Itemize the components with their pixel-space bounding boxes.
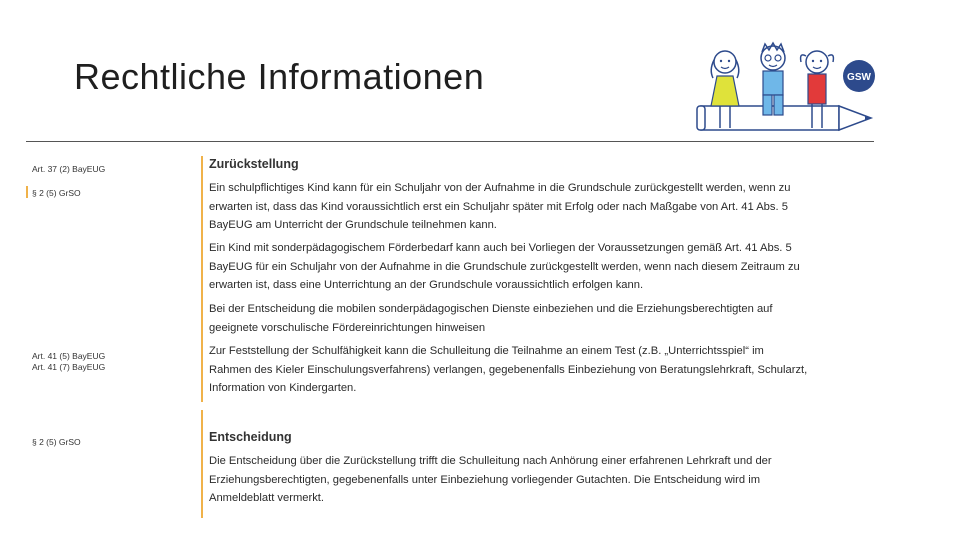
text-line: Ein schulpflichtiges Kind kann für ein Schuljahr von der Aufnahme in die Grundschule zurückgestellt werden, wenn zu — [209, 182, 791, 194]
page-title: Rechtliche Informationen — [74, 56, 485, 97]
gsw-badge — [843, 60, 875, 92]
reference-gr-so-2: § 2 (5) GrSO — [32, 437, 81, 447]
text-line: Erziehungsberechtigten, gegebenenfalls unter Einbeziehung vorliegender Gutachten. Die Entscheidung wird im — [209, 473, 761, 486]
pencil-icon — [697, 106, 871, 130]
text-line: Die Entscheidung über die Zurückstellung trifft die Schulleitung nach Anhörung einer erfahrenen Lehrkraft und der — [209, 455, 772, 467]
paragraph-text — [209, 300, 877, 337]
paragraph — [209, 239, 877, 295]
text-line: Information von Kindergarten. — [209, 382, 357, 394]
paragraph — [209, 452, 877, 508]
header-divider — [26, 141, 874, 142]
paragraph-text — [209, 239, 877, 295]
svg-text:GSW: GSW — [847, 72, 871, 83]
section-accent-bar — [201, 156, 203, 402]
paragraph — [209, 179, 877, 235]
reference-art-41-5: Art. 41 (5) BayEUG — [32, 351, 106, 361]
text-line: geeignete vorschulische Fördereinrichtungen hinweisen — [209, 321, 486, 334]
text-line: Anmeldeblatt vermerkt. — [209, 492, 325, 504]
reference-art-37: Art. 37 (2) BayEUG — [32, 164, 106, 174]
paragraph-text — [209, 452, 877, 508]
text-line: Rahmen des Kieler Einschulungsverfahrens) verlangen, gegebenenfalls Einbeziehung von Beratungslehrkraft, Schularzt, — [209, 363, 808, 376]
text-line: erwarten ist, dass eine Unterrichtung an der Grundschule voraussichtlich erfolgen kann. — [209, 279, 644, 291]
school-logo — [695, 40, 880, 136]
reference-art-41-7: Art. 41 (7) BayEUG — [32, 362, 106, 372]
text-line: erwarten ist, dass das Kind voraussichtlich erst ein Schuljahr später mit Erfolg oder nach Maßgabe von Art. 41 Abs. 5 — [209, 200, 788, 213]
text-line: BayEUG für ein Schuljahr von der Aufnahme in die Grundschule zurückgestellt werden, wenn nach diesem Zeitraum zu — [209, 260, 800, 273]
text-line: Ein Kind mit sonderpädagogischem Förderbedarf kann auch bei Vorliegen der Voraussetzungen gemäß Art. 41 Abs. 5 — [209, 242, 792, 254]
reference-art-41 — [32, 351, 105, 373]
paragraph — [209, 300, 877, 337]
text-line: BayEUG am Unterricht der Grundschule teilnehmen kann. — [209, 219, 497, 231]
section-heading: Zurückstellung — [209, 157, 299, 171]
reference-gr-so-1: § 2 (5) GrSO — [32, 188, 81, 198]
child-boy-icon — [761, 43, 785, 115]
paragraph-text — [209, 179, 877, 235]
section-heading: Entscheidung — [209, 430, 292, 444]
paragraph-text — [209, 342, 877, 398]
section-accent-bar — [201, 410, 203, 518]
text-line: Bei der Entscheidung die mobilen sonderpädagogischen Dienste einbeziehen und die Erziehungsberechtigten auf — [209, 303, 773, 315]
paragraph — [209, 342, 877, 398]
section-zurueckstellung — [209, 157, 877, 171]
reference-marker — [26, 186, 28, 198]
text-line: Zur Feststellung der Schulfähigkeit kann die Schulleitung die Teilnahme an einem Test (z.B. „Unterrichtsspiel“ im — [209, 345, 764, 357]
section-entscheidung — [209, 430, 877, 444]
